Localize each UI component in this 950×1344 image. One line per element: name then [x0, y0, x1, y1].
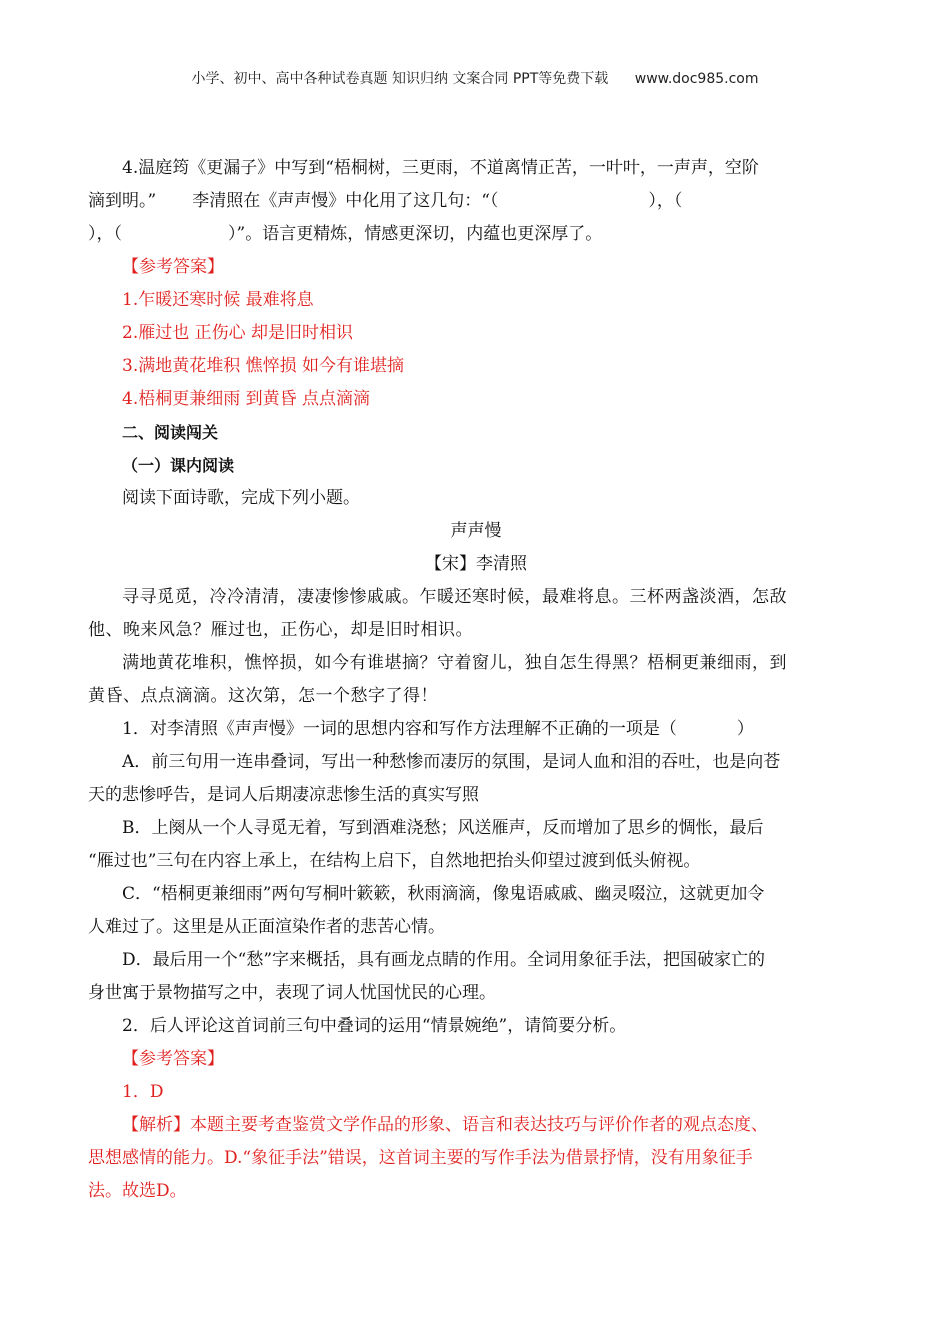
question-4-text: 滴到明。”: [88, 191, 157, 211]
poem-author: 【宋】李清照: [425, 554, 527, 574]
question-4-text: ），（: [88, 224, 122, 244]
explanation-line: 法。故选D。: [88, 1181, 187, 1201]
subsection-title: （一）课内阅读: [122, 456, 235, 475]
question-2-stem: 2．后人评论这首词前三句中叠词的运用“情景婉绝”，请简要分析。: [122, 1016, 627, 1036]
option-c-cont: 人难过了。这里是从正面渲染作者的悲苦心情。: [88, 917, 445, 937]
question-4-line-1: 4.温庭筠《更漏子》中写到“梧桐树，三更雨，不道离情正苦，一叶叶，一声声，空阶: [122, 158, 759, 178]
section-title: 二、阅读闯关: [122, 423, 219, 442]
page-header: [0, 68, 950, 88]
answer-item: 4.梧桐更兼细雨 到黄昏 点点滴滴: [122, 389, 371, 409]
explanation-line: [88, 1109, 864, 1142]
question-1-text: 1．对李清照《声声慢》一词的思想内容和写作方法理解不正确的一项是（: [122, 719, 677, 739]
answer-choice: 1．D: [122, 1082, 164, 1102]
answer-label: 【参考答案】: [122, 257, 224, 277]
explanation-line: 思想感情的能力。D.“象征手法”错误，这首词主要的写作手法为借景抒情，没有用象征手: [88, 1148, 753, 1168]
header-text: 小学、初中、高中各种试卷真题 知识归纳 文案合同 PPT等免费下载: [191, 71, 609, 87]
question-4-text: ），（: [648, 191, 683, 211]
question-4-text: 李清照在《声声慢》中化用了这几句：“（: [192, 191, 499, 211]
header-site-link[interactable]: www.doc985.com: [634, 71, 759, 87]
option-d: D．最后用一个“愁”字来概括，具有画龙点睛的作用。全词用象征手法，把国破家亡的: [122, 950, 766, 970]
option-c: C．“梧桐更兼细雨”两句写桐叶簌簌，秋雨滴滴，像鬼语戚戚、幽灵啜泣，这就更加令: [122, 884, 765, 904]
question-1-stem: [88, 713, 864, 746]
poem-line: 黄昏、点点滴滴。这次第，怎一个愁字了得！: [88, 686, 438, 706]
option-d-cont: 身世寓于景物描写之中，表现了词人忧国忧民的心理。: [88, 983, 496, 1003]
instruction: 阅读下面诗歌，完成下列小题。: [122, 488, 360, 508]
poem-title: 声声慢: [450, 521, 502, 541]
answer-item: 3.满地黄花堆积 憔悴损 如今有谁堪摘: [122, 356, 405, 376]
question-4-text: ）”。语言更精炼，情感更深切，内蕴也更深厚了。: [228, 224, 603, 244]
poem-line: 满地黄花堆积，憔悴损，如今有谁堪摘？守着窗儿，独自怎生得黑？梧桐更兼细雨，到: [122, 653, 787, 673]
answer-label: 【参考答案】: [122, 1049, 224, 1069]
question-1-text: ）: [736, 719, 754, 739]
poem-line: 他、晚来风急？雁过也，正伤心，却是旧时相识。: [88, 620, 473, 640]
explanation-text: 本题主要考查鉴赏文学作品的形象、语言和表达技巧与评价作者的观点态度、: [190, 1115, 768, 1135]
poem-line: 寻寻觅觅，冷冷清清，凄凄惨惨戚戚。乍暖还寒时候，最难将息。三杯两盏淡酒，怎敌: [122, 587, 787, 607]
answer-item: 2.雁过也 正伤心 却是旧时相识: [122, 323, 354, 343]
document-body: [88, 152, 864, 1208]
question-4-line-2: [88, 185, 864, 218]
answer-item: 1.乍暖还寒时候 最难将息: [122, 290, 314, 310]
option-b-cont: “雁过也”三句在内容上承上，在结构上启下，自然地把抬头仰望过渡到低头俯视。: [88, 851, 701, 871]
option-b: B．上阕从一个人寻觅无着，写到酒难浇愁；风送雁声，反而增加了思乡的惆怅，最后: [122, 818, 764, 838]
question-4-line-3: [88, 218, 864, 251]
explanation-label: 【解析】: [122, 1115, 190, 1135]
option-a: A．前三句用一连串叠词，写出一种愁惨而凄厉的氛围，是词人血和泪的吞吐，也是向苍: [122, 752, 781, 772]
option-a-cont: 天的悲惨呼告，是词人后期凄凉悲惨生活的真实写照: [88, 785, 479, 805]
